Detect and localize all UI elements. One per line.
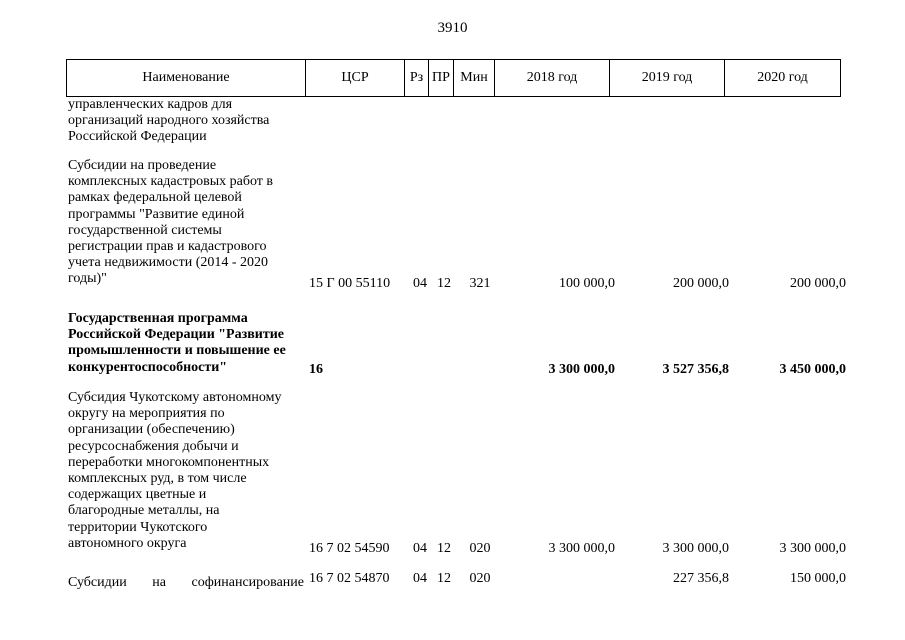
header-2018: 2018 год [495, 60, 610, 97]
name-line: комплексных руд, в том числе [68, 471, 247, 487]
header-min: Мин [454, 60, 495, 97]
row-csr: 15 Г 00 55110 [309, 276, 391, 291]
row-2018: 100 000,0 [559, 276, 615, 291]
row-min: 020 [469, 541, 491, 556]
row-2018: 3 300 000,0 [548, 541, 615, 556]
row-name [68, 575, 304, 591]
name-line: учета недвижимости (2014 - 2020 [68, 255, 269, 271]
row-rz: 04 [413, 541, 427, 556]
name-line: управленческих кадров для [68, 97, 233, 112]
name-line: программы "Развитие единой [68, 206, 245, 222]
name-line: Субсидия Чукотскому автономному [68, 390, 282, 405]
row-2020: 3 300 000,0 [779, 541, 846, 556]
row-2020: 150 000,0 [790, 571, 846, 586]
row-2018: 3 300 000,0 [548, 362, 615, 377]
row-rz: 04 [413, 276, 427, 291]
name-line: территории Чукотского [68, 519, 208, 535]
name-line: Субсидии на проведение [68, 158, 217, 173]
name-line: конкурентоспособности" [68, 359, 228, 375]
row-min: 020 [469, 571, 491, 586]
row-pr: 12 [437, 541, 451, 556]
row-pr: 12 [437, 571, 451, 586]
name-line: переработки многокомпонентных [68, 454, 270, 470]
name-line: промышленности и повышение ее [68, 343, 286, 359]
row-min: 321 [469, 276, 491, 291]
table-body [0, 97, 905, 640]
name-line: ресурсоснабжения добычи и [68, 438, 239, 454]
name-line: округу на мероприятия по [68, 406, 225, 422]
row-2020: 3 450 000,0 [779, 362, 846, 377]
name-line: автономного округа [68, 535, 187, 551]
header-pr: ПР [429, 60, 454, 97]
name-line: Российской Федерации [68, 129, 207, 145]
row-2019: 227 356,8 [673, 571, 729, 586]
name-line: рамках федеральной целевой [68, 190, 242, 206]
row-name [68, 158, 304, 288]
name-line: Российской Федерации "Развитие [68, 327, 284, 343]
header-name: Наименование [67, 60, 306, 97]
name-line: Государственная программа [68, 311, 248, 326]
row-name [68, 390, 304, 552]
row-name [68, 97, 304, 146]
row-csr: 16 7 02 54590 [309, 541, 390, 556]
name-line: государственной системы [68, 222, 222, 238]
name-line: содержащих цветные и [68, 487, 207, 503]
name-line: Субсидии на софинансирование [68, 575, 304, 590]
header-2020: 2020 год [725, 60, 841, 97]
table-header [66, 59, 841, 97]
row-name [68, 311, 304, 376]
name-line: регистрации прав и кадастрового [68, 239, 267, 255]
header-2019: 2019 год [610, 60, 725, 97]
header-csr: ЦСР [306, 60, 405, 97]
name-line: организаций народного хозяйства [68, 113, 270, 129]
name-line: благородные металлы, на [68, 503, 220, 519]
row-2020: 200 000,0 [790, 276, 846, 291]
row-2019: 200 000,0 [673, 276, 729, 291]
row-2019: 3 527 356,8 [662, 362, 729, 377]
header-rz: Рз [405, 60, 429, 97]
name-line: годы)" [68, 271, 107, 287]
row-csr: 16 7 02 54870 [309, 571, 390, 586]
page-number: 3910 [437, 20, 468, 36]
row-rz: 04 [413, 571, 427, 586]
row-csr: 16 [309, 362, 323, 377]
name-line: комплексных кадастровых работ в [68, 174, 273, 190]
row-2019: 3 300 000,0 [662, 541, 729, 556]
name-line: организации (обеспечению) [68, 422, 235, 438]
row-pr: 12 [437, 276, 451, 291]
